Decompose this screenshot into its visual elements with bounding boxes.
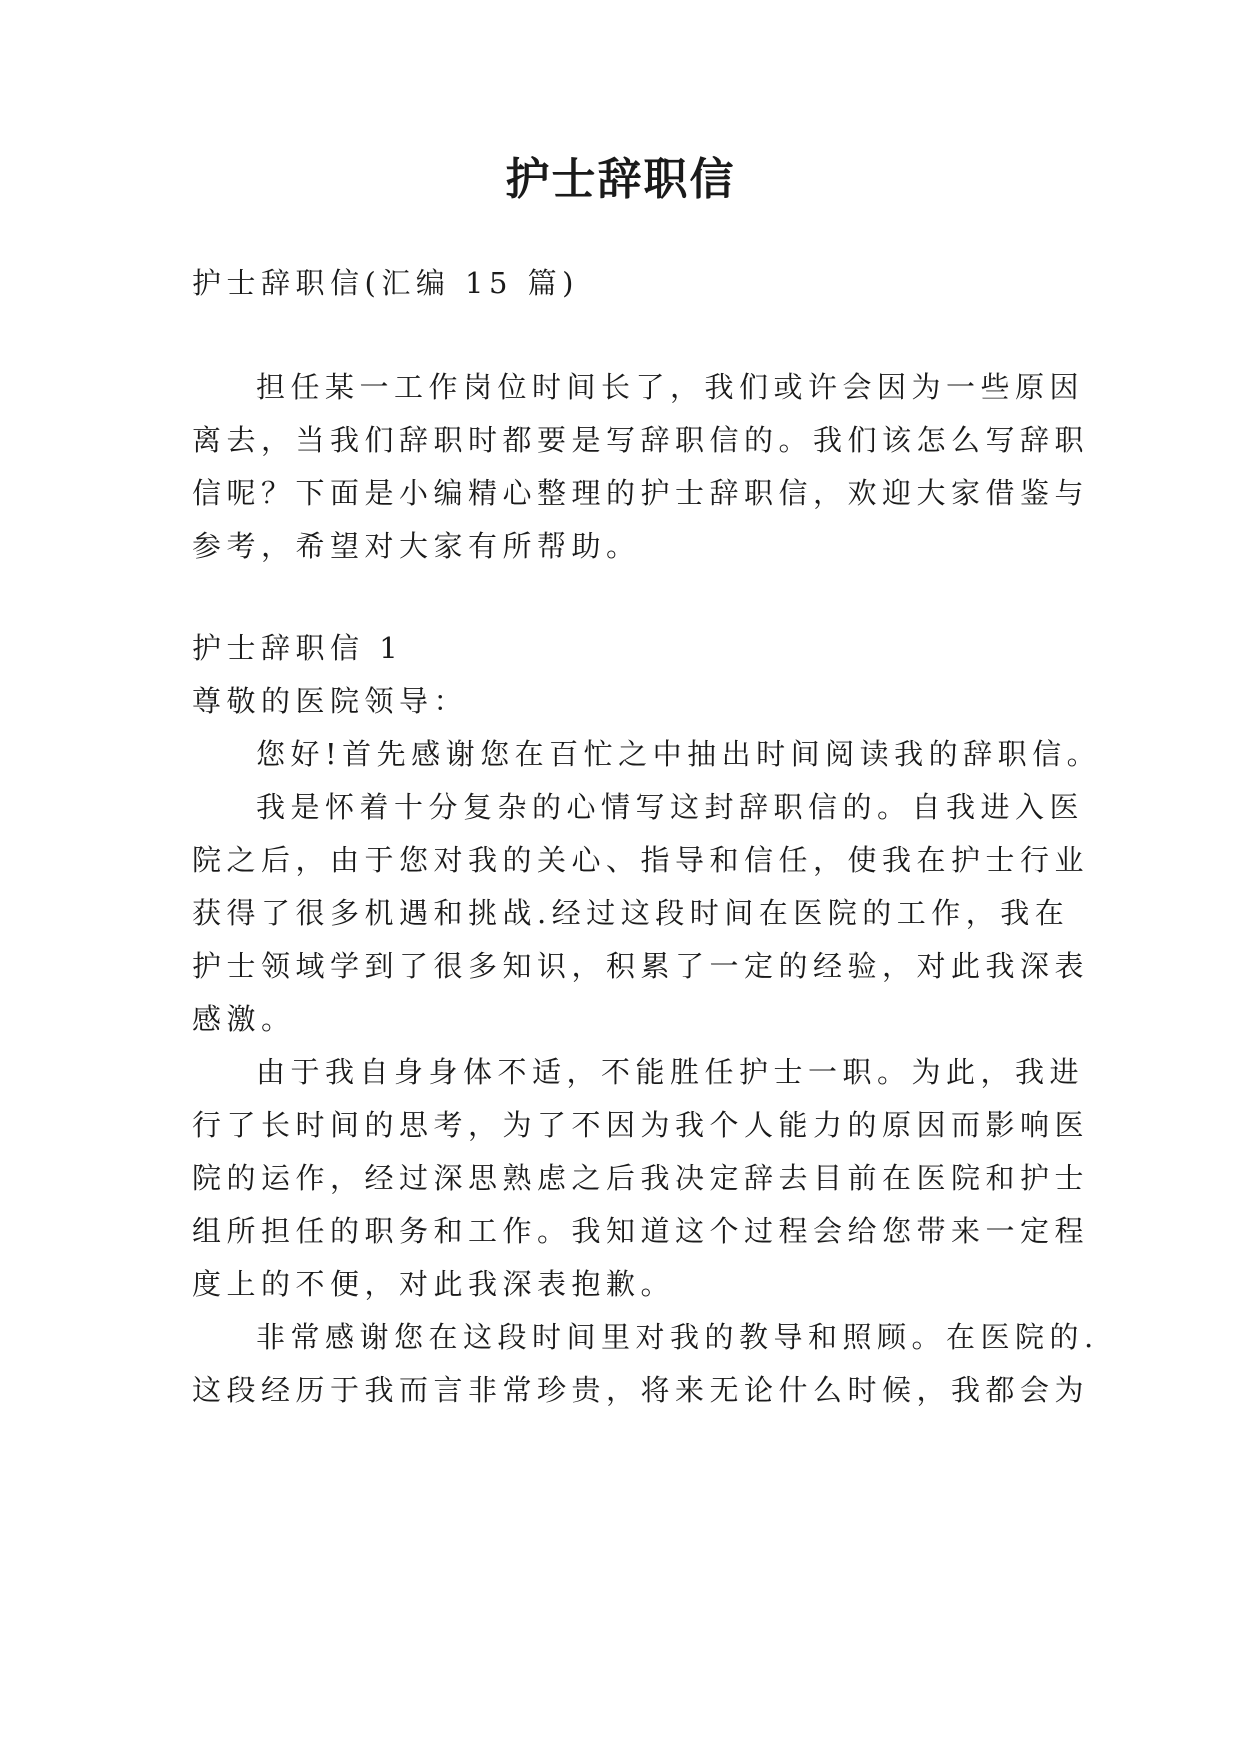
body-line: 您好!首先感谢您在百忙之中抽出时间阅读我的辞职信。 <box>256 737 1102 771</box>
section-heading: 护士辞职信 1 <box>192 631 404 665</box>
document-title: 护士辞职信 <box>505 154 736 205</box>
body-line: 由于我自身身体不适，不能胜任护士一职。为此，我进 <box>256 1055 1085 1089</box>
body-line: 这段经历于我而言非常珍贵，将来无论什么时候，我都会为 <box>192 1373 1090 1407</box>
body-line: 感激。 <box>192 1002 296 1036</box>
intro-line: 担任某一工作岗位时间长了，我们或许会因为一些原因 <box>256 370 1085 404</box>
body-line: 度上的不便，对此我深表抱歉。 <box>192 1267 676 1301</box>
intro-line: 离去，当我们辞职时都要是写辞职信的。我们该怎么写辞职 <box>192 423 1090 457</box>
body-line: 组所担任的职务和工作。我知道这个过程会给您带来一定程 <box>192 1214 1090 1248</box>
body-line: 行了长时间的思考，为了不因为我个人能力的原因而影响医 <box>192 1108 1090 1142</box>
document-subtitle: 护士辞职信(汇编 15 篇) <box>192 266 579 300</box>
body-line: 非常感谢您在这段时间里对我的教导和照顾。在医院的. <box>256 1320 1099 1354</box>
body-line: 护士领域学到了很多知识，积累了一定的经验，对此我深表 <box>192 949 1090 983</box>
body-line: 我是怀着十分复杂的心情写这封辞职信的。自我进入医 <box>256 790 1085 824</box>
body-line: 院之后，由于您对我的关心、指导和信任，使我在护士行业 <box>192 843 1090 877</box>
body-line: 获得了很多机遇和挑战.经过这段时间在医院的工作，我在 <box>192 896 1070 930</box>
intro-line: 信呢？下面是小编精心整理的护士辞职信，欢迎大家借鉴与 <box>192 476 1090 510</box>
intro-line: 参考，希望对大家有所帮助。 <box>192 529 641 563</box>
salutation: 尊敬的医院领导： <box>192 684 469 718</box>
body-line: 院的运作，经过深思熟虑之后我决定辞去目前在医院和护士 <box>192 1161 1090 1195</box>
